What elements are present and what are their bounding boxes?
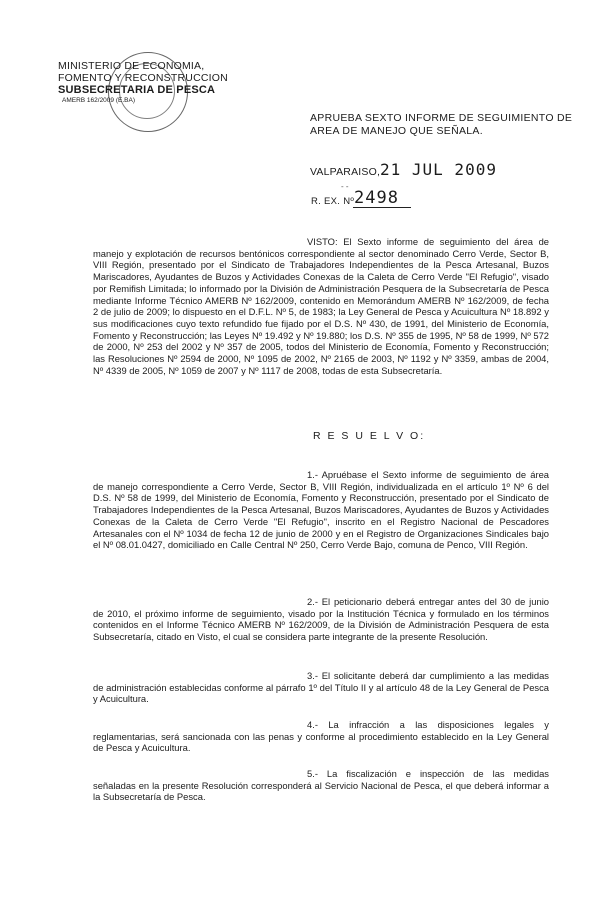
- article-1: 1.- Apruébase el Sexto informe de seguimiento de área de manejo correspondiente a Cerro Verde, Sector B, VIII Región, individualizada en el artículo 1º Nº 6 del D.S. Nº 58 de 1999, del Ministerio de Economía, Fomento y Reconstrucción, presentado por el Sindicato de Trabajadores Independientes de la Pesca Artesanal, Buzos Mariscadores, Ayudantes de Buzos y Actividades Conexas de la Caleta de Cerro Verde "El Refugio", inscrito en el Registro Nacional de Pescadores Artesanales con el Nº 1034 de fecha 12 de junio de 2000 y en el Registro de Organizaciones Sindicales bajo el Nº 08.01.0427, domiciliado en Calle Central Nº 250, Cerro Verde Bajo, comuna de Penco, VIII Región.: [93, 469, 549, 551]
- ministry-header: [58, 60, 228, 105]
- ministry-name-line2: FOMENTO Y RECONSTRUCCION: [58, 72, 228, 84]
- place-date-line: [310, 160, 550, 182]
- resolution-number-line: [311, 188, 451, 210]
- resolution-number: 2498: [354, 188, 399, 208]
- document-subject: APRUEBA SEXTO INFORME DE SEGUIMIENTO DE AREA DE MANEJO QUE SEÑALA.: [310, 112, 573, 137]
- resolution-label: R. EX. Nº: [311, 196, 355, 207]
- article-5: 5.- La fiscalización e inspección de las medidas señaladas en la presente Resolución corresponderá al Servicio Nacional de Pesca, el que deberá informar a la Subsecretaría de Pesca.: [93, 768, 549, 803]
- resuelvo-heading: R E S U E L V O:: [313, 430, 426, 442]
- subsecretaria-name: SUBSECRETARIA DE PESCA: [58, 84, 216, 96]
- date-stamp: 21 JUL 2009: [380, 160, 497, 179]
- article-4: 4.- La infracción a las disposiciones legales y reglamentarias, será sancionada con las penas y conforme al procedimiento establecido en la Ley General de Pesca y Acuicultura.: [93, 719, 549, 754]
- place-name: VALPARAISO,: [310, 166, 381, 178]
- resolution-underline: [353, 207, 411, 208]
- article-2: 2.- El peticionario deberá entregar antes del 30 de junio de 2010, el próximo informe de seguimiento, visado por la Institución Técnica y formulado en los términos contenidos en el Informe Técnico AMERB Nº 162/2009, de la División de Administración Pesquera de esta Subsecretaría, citado en Visto, el cual se considera parte integrante de la presente Resolución.: [93, 596, 549, 643]
- header-reference: AMERB 162/2009 (E.BA): [62, 97, 135, 104]
- article-3: 3.- El solicitante deberá dar cumplimiento a las medidas de administración establecidas conforme al párrafo 1º del Título II y al artículo 48 de la Ley General de Pesca y Acuicultura.: [93, 670, 549, 705]
- visto-paragraph: VISTO: El Sexto informe de seguimiento del área de manejo y explotación de recursos bentónicos correspondiente al sector denominado Cerro Verde, Sector B, VIII Región, presentado por el Sindicato de Trabajadores Independientes de la Pesca Artesanal, Buzos Mariscadores, Ayudantes de Buzos y Actividades Conexas de la Caleta de Cerro Verde "El Refugio", visado por Remifish Limitada; lo informado por la División de Administración Pesquera de la Subsecretaría de Pesca mediante Informe Técnico AMERB Nº 162/2009, contenido en Memorándum AMERB Nº 162/2009, de fecha 2 de julio de 2009; lo dispuesto en el D.F.L. Nº 5, de 1983; la Ley General de Pesca y Acuicultura Nº 18.892 y sus modificaciones cuyo texto refundido fue fijado por el D.S. Nº 430, de 1991, del Ministerio de Economía, Fomento y Reconstrucción; las Leyes Nº 19.492 y Nº 19.880; los D.S. Nº 355 de 1995, Nº 58 de 1999, Nº 572 de 2000, Nº 253 del 2002 y Nº 357 de 2005, todos del Ministerio de Economía, Fomento y Reconstrucción; las Resoluciones Nº 2594 de 2000, Nº 1095 de 2002, Nº 2165 de 2003, Nº 1192 y Nº 3359, ambas de 2004, Nº 4339 de 2005, Nº 1059 de 2007 y Nº 1117 de 2008, todas de esta Subsecretaría.: [93, 236, 549, 376]
- dash-marks: - -: [341, 182, 349, 191]
- ministry-name-line1: MINISTERIO DE ECONOMIA,: [58, 60, 205, 72]
